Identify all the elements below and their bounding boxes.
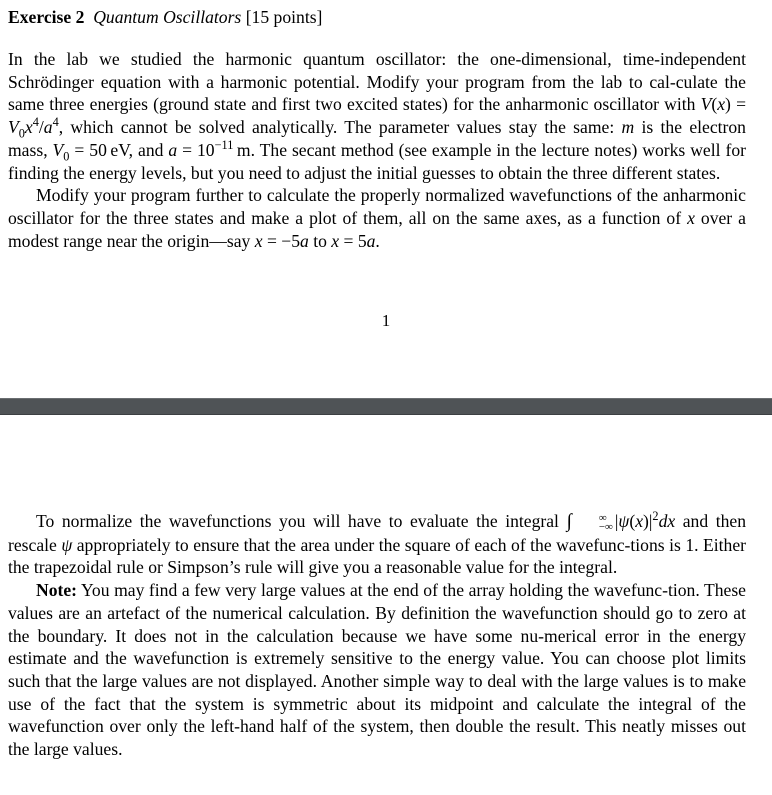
math-psi: ψ — [61, 534, 73, 555]
exercise-points: [15 points] — [245, 7, 323, 27]
math-x-from: x = −5a — [254, 230, 309, 251]
math-x: x — [687, 207, 695, 228]
note-label: Note: — [36, 580, 78, 601]
paragraph-note: Note: You may find a few very large values at the end of the array holding the wavefunc-tion. These values are an artefact of the numerical calculation. By definition the wavefunction should go to zero at the boundary. It does not in the calculation because we have some nu-merical error in the energy estimate and the wavefunction is extremely sensitive to the energy value. You can choose plot limits such that the large values are not displayed. Another simple way to deal with the large values is to make use of the fact that the system is symmetric about its midpoint and calculate the integral of the wavefunction over only the left-hand half of the system, then double the result. This neatly misses out the large values. — [8, 580, 746, 760]
exercise-heading — [8, 6, 322, 28]
page-number: 1 — [381, 311, 391, 330]
paragraph-intro: In the lab we studied the harmonic quantum oscillator: the one-dimensional, time-independent Schrödinger equation with a harmonic potential. Modify your program from the lab to cal-culate the same three energies (ground state and first two excited states) for the anharmonic oscillator with $V(x) = V_0x^4/a^4$, which cannot be solved analytically. The parameter values stay the same: m is the electron mass, $V_0 = 50$ eV, and $a = 10^{-11}$ m. The secant method (see example in the lecture notes) works well for finding the energy levels, but you need to adjust the initial guesses to obtain the three different states. — [8, 49, 746, 183]
math-v0: $V_0 = 50$ eV — [52, 139, 129, 164]
page-1-body — [8, 48, 746, 252]
page-2-body — [8, 510, 746, 761]
math-integral: ∫ ∞ −∞ $|\psi(x)|^2dx$ — [566, 509, 676, 533]
math-m: m — [621, 117, 635, 138]
math-potential: $V(x) = V_0x^4/a^4$ — [8, 94, 746, 141]
paragraph-normalize: To normalize the wavefunctions you will have to evaluate the integral ∫ ∞ −∞ $|\psi(x)|^2dx$ and then rescale ψ appropriately to ensure that the area under the square of each of the wavefunc-tions is 1. Either the trapezoidal rule or Simpson’s rule will give you a reasonable value for the integral. — [8, 509, 747, 578]
page-separator — [0, 398, 772, 415]
paragraph-wavefunctions: Modify your program further to calculate the properly normalized wavefunctions of the anharmonic oscillator for the three states and make a plot of them, all on the same axes, as a function of x over a modest range near the origin—say x = −5a to x = 5a. — [8, 185, 746, 251]
exercise-label: Exercise 2 — [8, 7, 85, 27]
exercise-title: Quantum Oscillators — [93, 7, 242, 27]
math-a: $a = 10^{-11}$ m — [168, 137, 251, 160]
math-x-to: x = 5a — [331, 230, 376, 251]
